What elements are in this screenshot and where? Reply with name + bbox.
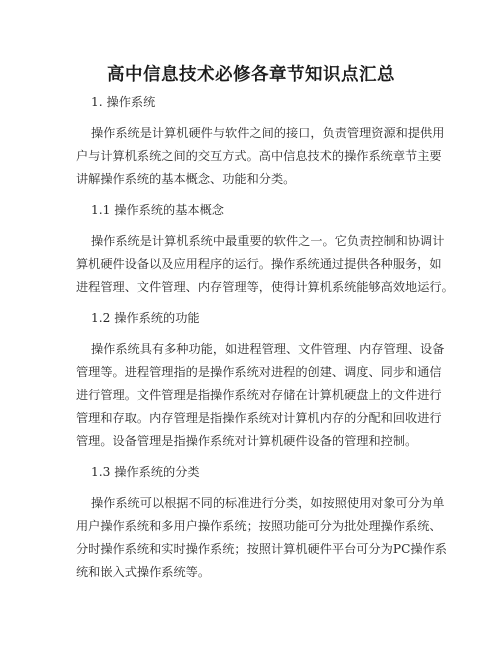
paragraph-line: 算机硬件设备以及应用程序的运行。操作系统通过提供各种服务，如 <box>76 257 442 271</box>
paragraph-line: 分时操作系统和实时操作系统；按照计算机硬件平台可分为PC操作系 <box>76 542 447 556</box>
section-heading: 1.3 操作系统的分类 <box>91 465 200 479</box>
paragraph-line: 统和嵌入式操作系统等。 <box>76 565 211 579</box>
paragraph-line: 管理。设备管理是指操作系统对计算机硬件设备的管理和控制。 <box>76 434 418 448</box>
section-heading: 1.1 操作系统的基本概念 <box>91 203 224 217</box>
paragraph-line: 讲解操作系统的基本概念、功能和分类。 <box>76 172 296 186</box>
paragraph-line: 操作系统是计算机系统中最重要的软件之一。它负责控制和协调计 <box>91 234 445 248</box>
paragraph-line: 进行管理。文件管理是指操作系统对存储在计算机硬盘上的文件进行 <box>76 388 442 402</box>
paragraph-line: 用户操作系统和多用户操作系统；按照功能可分为批处理操作系统、 <box>76 519 442 533</box>
paragraph-line: 户与计算机系统之间的交互方式。高中信息技术的操作系统章节主要 <box>76 149 442 163</box>
paragraph-line: 管理等。进程管理指的是操作系统对进程的创建、调度、同步和通信 <box>76 365 442 379</box>
section-heading: 1. 操作系统 <box>91 95 156 109</box>
paragraph-line: 管理和存取。内存管理是指操作系统对计算机内存的分配和回收进行 <box>76 411 442 425</box>
document-title: 高中信息技术必修各章节知识点汇总 <box>107 65 395 85</box>
paragraph-line: 进程管理、文件管理、内存管理等，使得计算机系统能够高效地运行。 <box>76 280 454 294</box>
paragraph-line: 操作系统可以根据不同的标准进行分类，如按照使用对象可分为单 <box>91 496 445 510</box>
paragraph-line: 操作系统是计算机硬件与软件之间的接口，负责管理资源和提供用 <box>91 126 445 140</box>
paragraph-line: 操作系统具有多种功能，如进程管理、文件管理、内存管理、设备 <box>91 342 445 356</box>
section-heading: 1.2 操作系统的功能 <box>91 311 200 325</box>
